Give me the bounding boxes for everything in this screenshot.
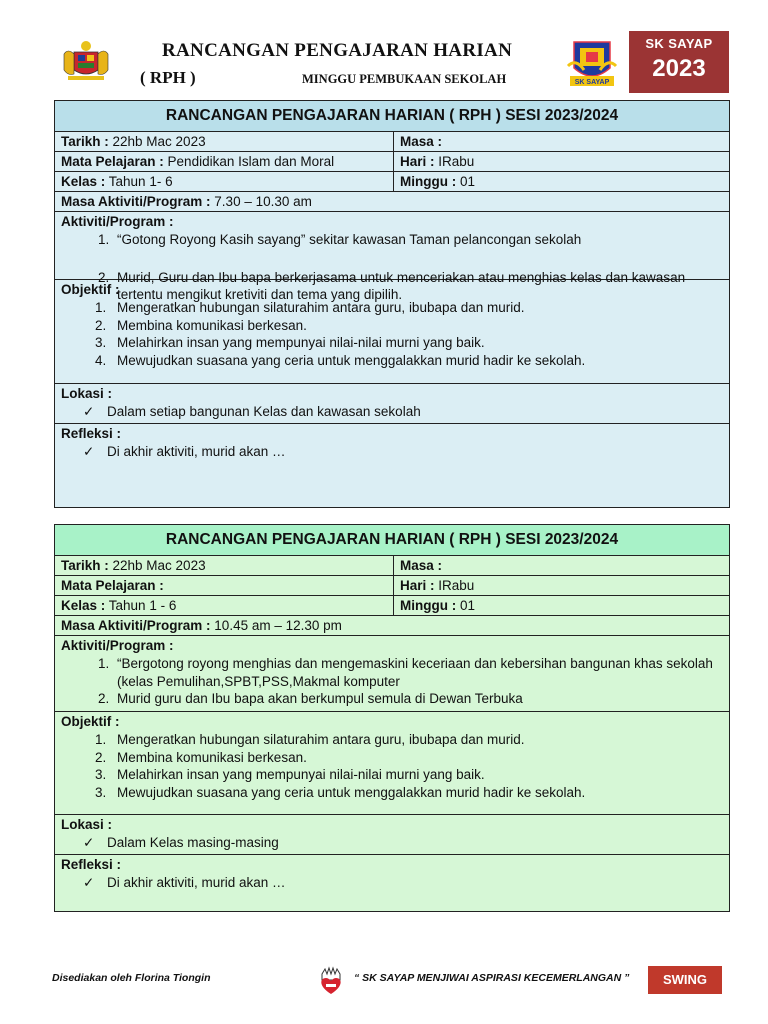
lokasi-item: ✓ Dalam setiap bangunan Kelas dan kawasan sekolah <box>83 403 723 421</box>
kelas-label: Kelas : <box>61 174 106 189</box>
objektif-label: Objektif : <box>61 714 120 729</box>
kelas-value: Tahun 1 - 6 <box>105 598 177 613</box>
school-motto: “ SK SAYAP MENJIWAI ASPIRASI KECEMERLANGAN ” <box>354 972 630 984</box>
objektif-text: Membina komunikasi berkesan. <box>117 749 307 765</box>
objektif-item <box>95 299 723 317</box>
lokasi-section <box>55 384 729 424</box>
objektif-item <box>95 317 723 335</box>
objektif-section <box>55 712 729 815</box>
page-title: RANCANGAN PENGAJARAN HARIAN <box>162 40 513 61</box>
tarikh-label: Tarikh : <box>61 558 109 573</box>
lokasi-label: Lokasi : <box>61 386 113 401</box>
subjek-label: Mata Pelajaran : <box>61 578 164 593</box>
aktiviti-section <box>55 636 729 712</box>
badge-school: SK SAYAP <box>645 36 713 51</box>
objektif-number: 4. <box>95 352 107 368</box>
subjek-label: Mata Pelajaran : <box>61 154 164 169</box>
rph-plan-2 <box>54 524 730 912</box>
objektif-text: Mewujudkan suasana yang ceria untuk menggalakkan murid hadir ke sekolah. <box>117 784 586 800</box>
malaysia-coat-of-arms-icon <box>60 38 112 84</box>
refleksi-section <box>55 424 729 481</box>
page-subtitle: ( RPH ) <box>140 68 196 87</box>
prepared-by: Disediakan oleh Florina Tiongin <box>52 972 211 984</box>
objektif-item <box>95 334 723 352</box>
tarikh-value: 22hb Mac 2023 <box>108 134 206 149</box>
objektif-item <box>95 784 723 802</box>
badge-year: 2023 <box>652 55 706 82</box>
week-title: MINGGU PEMBUKAAN SEKOLAH <box>302 72 507 86</box>
objektif-text: Melahirkan insan yang mempunyai nilai-nilai murni yang baik. <box>117 335 485 350</box>
plan-row-activity-time <box>55 192 729 212</box>
minggu-label: Minggu : <box>400 598 457 613</box>
objektif-label: Objektif : <box>61 282 120 297</box>
objektif-text: Melahirkan insan yang mempunyai nilai-nilai murni yang baik. <box>117 767 485 782</box>
plan-row-subject <box>55 152 729 172</box>
objektif-number: 1. <box>95 732 107 747</box>
hari-label: Hari : <box>400 154 435 169</box>
plan-heading: RANCANGAN PENGAJARAN HARIAN ( RPH ) SESI 2023/2024 <box>55 525 729 556</box>
plan-row-class <box>55 172 729 192</box>
hari-value: IRabu <box>434 154 475 169</box>
hari-label: Hari : <box>400 578 435 593</box>
plan-row-subject <box>55 576 729 596</box>
aktiviti-label: Aktiviti/Program : <box>61 638 174 653</box>
masa-label: Masa : <box>400 558 443 573</box>
plan-heading: RANCANGAN PENGAJARAN HARIAN ( RPH ) SESI 2023/2024 <box>55 101 729 132</box>
objektif-item <box>95 749 723 767</box>
refleksi-item: ✓ Di akhir aktiviti, murid akan … <box>83 874 723 892</box>
aktiviti-item: 2. Murid, Guru dan Ibu bapa berkerjasama untuk menceriakan atau menghias kelas dan kawasan tertentu mengikut kretiviti dan tema yang dipilih. <box>113 269 723 304</box>
objektif-number: 3. <box>95 335 107 350</box>
masa-aktiviti-value: 7.30 – 10.30 am <box>210 194 312 209</box>
objektif-number: 2. <box>95 749 107 765</box>
tarikh-value: 22hb Mac 2023 <box>108 558 206 573</box>
objektif-item <box>95 352 723 370</box>
refleksi-section <box>55 855 729 914</box>
masa-aktiviti-label: Masa Aktiviti/Program : <box>61 618 211 633</box>
masa-label: Masa : <box>400 134 443 149</box>
minggu-value: 01 <box>456 174 476 189</box>
heart-hands-icon <box>316 966 346 996</box>
school-year-badge <box>629 31 729 93</box>
minggu-label: Minggu : <box>400 174 457 189</box>
school-logo-text: SK SAYAP <box>574 79 610 86</box>
aktiviti-item: 2. Murid guru dan Ibu bapa akan berkumpul semula di Dewan Terbuka <box>113 690 723 708</box>
objektif-item <box>95 766 723 784</box>
kelas-label: Kelas : <box>61 598 106 613</box>
objektif-number: 1. <box>95 300 107 315</box>
aktiviti-label: Aktiviti/Program : <box>61 214 174 229</box>
page-header <box>0 0 768 100</box>
plan-row-date <box>55 556 729 576</box>
plan-row-date <box>55 132 729 152</box>
objektif-text: Mengeratkan hubungan silaturahim antara guru, ibubapa dan murid. <box>117 732 525 747</box>
kelas-value: Tahun 1- 6 <box>105 174 173 189</box>
objektif-text: Mewujudkan suasana yang ceria untuk menggalakkan murid hadir ke sekolah. <box>117 352 586 368</box>
lokasi-label: Lokasi : <box>61 817 113 832</box>
page-footer <box>0 960 768 1000</box>
objektif-number: 2. <box>95 317 107 333</box>
objektif-number: 3. <box>95 784 107 800</box>
minggu-value: 01 <box>456 598 476 613</box>
refleksi-item: ✓ Di akhir aktiviti, murid akan … <box>83 443 723 461</box>
lokasi-item: ✓ Dalam Kelas masing-masing <box>83 834 723 852</box>
aktiviti-item: 1. “Gotong Royong Kasih sayang” sekitar kawasan Taman pelancongan sekolah <box>113 231 723 249</box>
rph-plan-1 <box>54 100 730 508</box>
plan-row-class <box>55 596 729 616</box>
subjek-value: Pendidikan Islam dan Moral <box>163 154 335 169</box>
aktiviti-item: 1. “Bergotong royong menghias dan mengemaskini keceriaan dan kebersihan bangunan khas sekolah (kelas Pemulihan,SPBT,PSS,Makmal komputer <box>113 655 723 690</box>
masa-aktiviti-label: Masa Aktiviti/Program : <box>61 194 211 209</box>
school-logo-icon <box>566 38 618 88</box>
tarikh-label: Tarikh : <box>61 134 109 149</box>
lokasi-section <box>55 815 729 855</box>
refleksi-label: Refleksi : <box>61 426 122 441</box>
hari-value: IRabu <box>434 578 475 593</box>
refleksi-label: Refleksi : <box>61 857 122 872</box>
objektif-item <box>95 731 723 749</box>
objektif-text: Membina komunikasi berkesan. <box>117 317 307 333</box>
swing-tag: SWING <box>648 966 722 994</box>
objektif-number: 3. <box>95 767 107 782</box>
objektif-text: Mengeratkan hubungan silaturahim antara guru, ibubapa dan murid. <box>117 300 525 315</box>
masa-aktiviti-value: 10.45 am – 12.30 pm <box>210 618 342 633</box>
plan-row-activity-time <box>55 616 729 636</box>
